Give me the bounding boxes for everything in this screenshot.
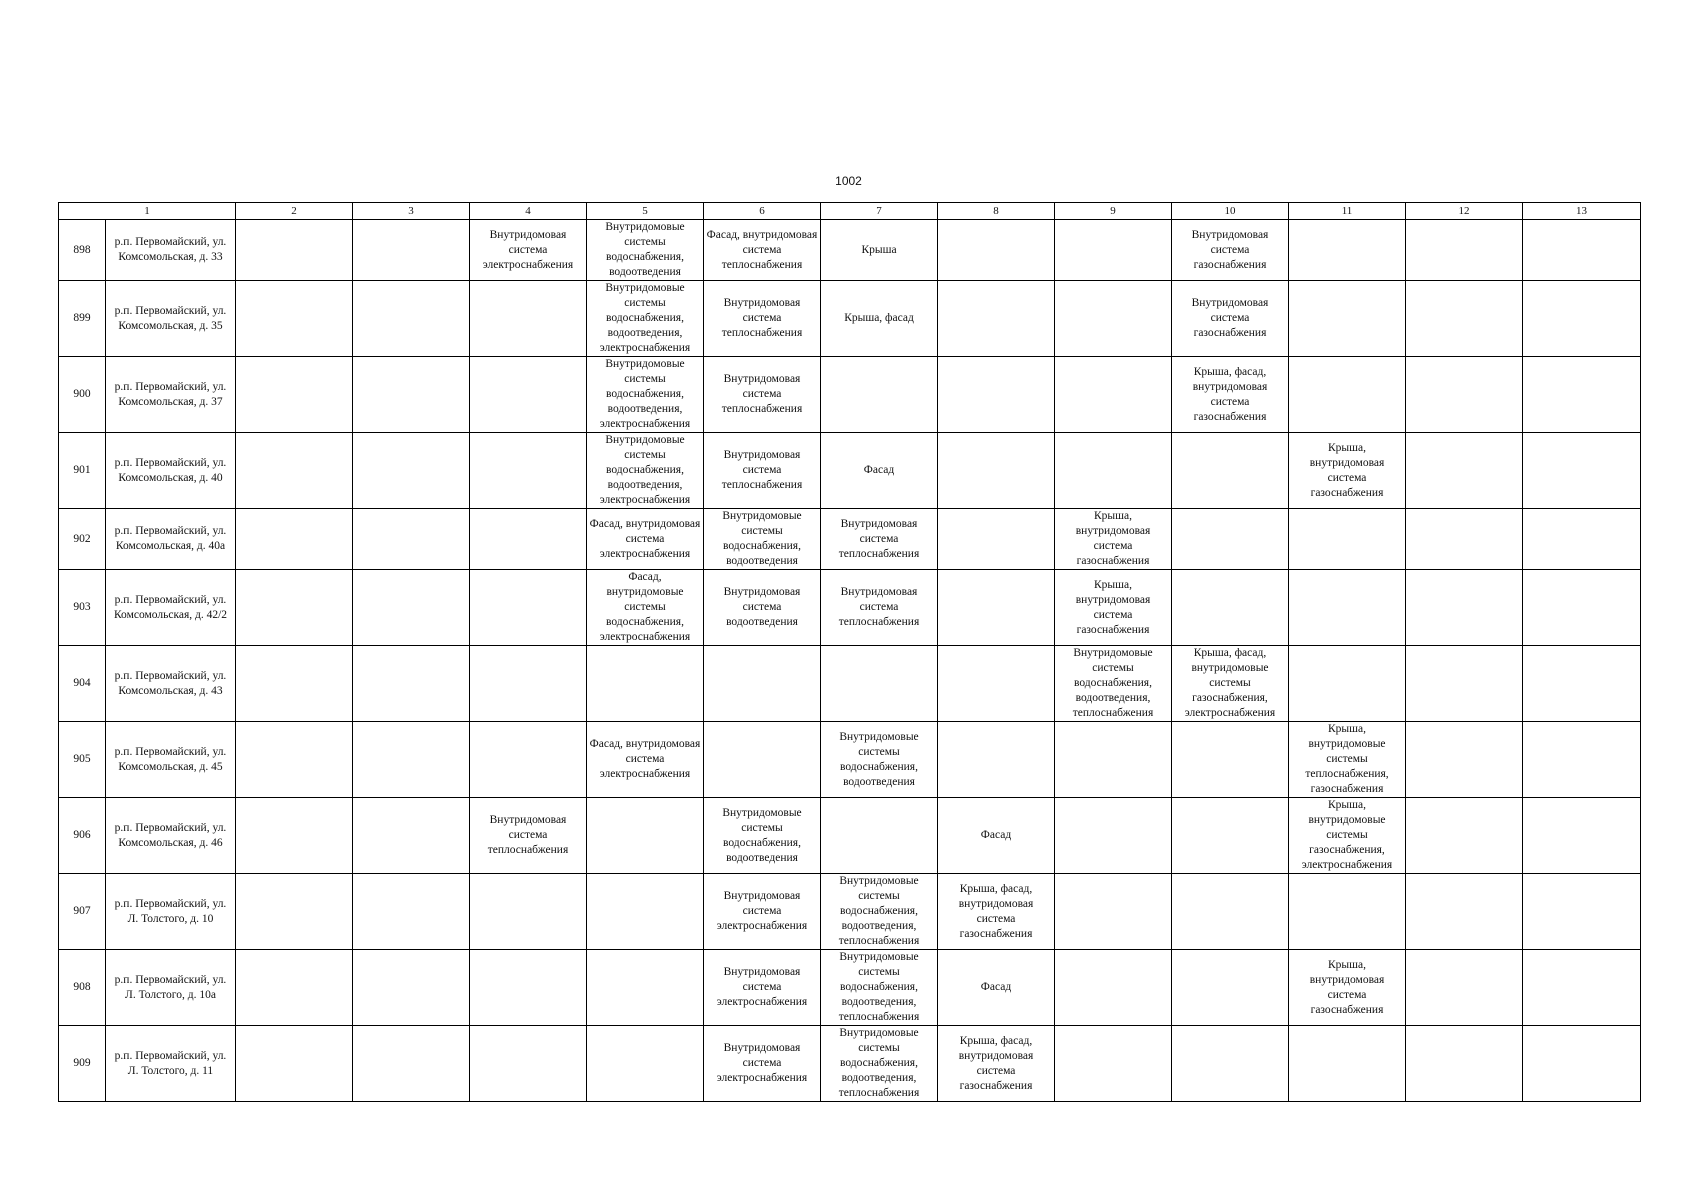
work-cell: Внутридомовая система теплоснабжения — [704, 357, 821, 433]
work-cell — [470, 570, 587, 646]
work-cell — [704, 646, 821, 722]
work-cell: Фасад — [821, 433, 938, 509]
work-cell: Внутридомовая система электроснабжения — [704, 874, 821, 950]
work-cell — [1172, 1026, 1289, 1102]
work-cell — [1289, 281, 1406, 357]
work-cell — [1055, 357, 1172, 433]
row-number-cell: 905 — [59, 722, 106, 798]
work-cell — [1523, 220, 1641, 281]
work-cell — [470, 357, 587, 433]
address-cell: р.п. Первомайский, ул. Л. Толстого, д. 10 — [106, 874, 236, 950]
column-header: 10 — [1172, 203, 1289, 220]
work-cell — [353, 1026, 470, 1102]
work-cell — [1289, 1026, 1406, 1102]
work-cell — [1055, 281, 1172, 357]
work-cell — [353, 874, 470, 950]
work-cell: Фасад — [938, 950, 1055, 1026]
column-header: 12 — [1406, 203, 1523, 220]
address-cell: р.п. Первомайский, ул. Комсомольская, д. 33 — [106, 220, 236, 281]
work-cell — [1406, 646, 1523, 722]
work-cell — [1172, 950, 1289, 1026]
work-cell: Внутридомовые системы водоснабжения, водоотведения, теплоснабжения — [1055, 646, 1172, 722]
work-cell — [938, 433, 1055, 509]
work-cell — [470, 722, 587, 798]
work-cell: Внутридомовая система водоотведения — [704, 570, 821, 646]
work-cell — [1406, 220, 1523, 281]
work-cell: Крыша, фасад, внутридомовая система газоснабжения — [938, 1026, 1055, 1102]
column-header: 11 — [1289, 203, 1406, 220]
work-cell — [1406, 570, 1523, 646]
table-row — [59, 798, 1641, 874]
work-cell: Крыша, фасад, внутридомовые системы газоснабжения, электроснабжения — [1172, 646, 1289, 722]
work-cell — [1523, 570, 1641, 646]
work-cell: Крыша, внутридомовая система газоснабжения — [1055, 570, 1172, 646]
work-cell — [1523, 722, 1641, 798]
row-number-cell: 906 — [59, 798, 106, 874]
work-cell — [938, 509, 1055, 570]
work-cell — [1523, 950, 1641, 1026]
address-cell: р.п. Первомайский, ул. Л. Толстого, д. 10а — [106, 950, 236, 1026]
work-cell — [587, 798, 704, 874]
work-cell — [236, 357, 353, 433]
row-number-cell: 907 — [59, 874, 106, 950]
work-cell — [587, 950, 704, 1026]
row-number-cell: 904 — [59, 646, 106, 722]
work-cell — [1523, 1026, 1641, 1102]
work-cell: Внутридомовая система теплоснабжения — [704, 281, 821, 357]
work-cell — [236, 722, 353, 798]
work-cell — [938, 357, 1055, 433]
work-cell — [1406, 281, 1523, 357]
table-row — [59, 722, 1641, 798]
work-cell — [236, 433, 353, 509]
table-body — [59, 220, 1641, 1102]
work-cell: Внутридомовые системы водоснабжения, водоотведения, электроснабжения — [587, 357, 704, 433]
work-cell — [1406, 950, 1523, 1026]
row-number-cell: 900 — [59, 357, 106, 433]
work-cell: Внутридомовая система газоснабжения — [1172, 220, 1289, 281]
work-cell — [353, 281, 470, 357]
work-cell: Крыша, фасад — [821, 281, 938, 357]
work-cell: Крыша, внутридомовая система газоснабжения — [1289, 950, 1406, 1026]
work-cell — [1406, 509, 1523, 570]
table-row — [59, 1026, 1641, 1102]
work-cell — [1406, 433, 1523, 509]
work-cell — [938, 722, 1055, 798]
work-cell — [821, 798, 938, 874]
work-cell: Внутридомовая система теплоснабжения — [704, 433, 821, 509]
table-row — [59, 357, 1641, 433]
row-number-cell: 909 — [59, 1026, 106, 1102]
work-cell — [236, 950, 353, 1026]
work-cell — [1172, 509, 1289, 570]
work-cell — [470, 646, 587, 722]
work-cell — [1406, 722, 1523, 798]
work-cell — [1055, 1026, 1172, 1102]
work-cell — [470, 509, 587, 570]
work-cell — [353, 722, 470, 798]
work-cell: Фасад, внутридомовые системы водоснабжения, электроснабжения — [587, 570, 704, 646]
work-cell — [1055, 874, 1172, 950]
work-cell: Крыша, фасад, внутридомовая система газоснабжения — [938, 874, 1055, 950]
table-row — [59, 220, 1641, 281]
work-cell: Внутридомовые системы водоснабжения, водоотведения, теплоснабжения — [821, 1026, 938, 1102]
row-number-cell: 908 — [59, 950, 106, 1026]
work-cell: Крыша, внутридомовая система газоснабжения — [1289, 433, 1406, 509]
work-cell — [1289, 570, 1406, 646]
work-cell — [1523, 798, 1641, 874]
work-cell — [938, 646, 1055, 722]
work-cell — [1055, 433, 1172, 509]
work-cell: Внутридомовые системы водоснабжения, водоотведения — [704, 509, 821, 570]
work-cell — [470, 1026, 587, 1102]
row-number-cell: 903 — [59, 570, 106, 646]
work-cell — [236, 509, 353, 570]
work-cell — [1523, 433, 1641, 509]
header-row — [59, 203, 1641, 220]
work-cell — [236, 220, 353, 281]
work-cell: Внутридомовая система электроснабжения — [470, 220, 587, 281]
work-cell — [236, 1026, 353, 1102]
work-cell — [470, 874, 587, 950]
work-cell: Крыша, внутридомовая система газоснабжения — [1055, 509, 1172, 570]
work-cell — [470, 950, 587, 1026]
column-header: 3 — [353, 203, 470, 220]
column-header: 4 — [470, 203, 587, 220]
address-cell: р.п. Первомайский, ул. Комсомольская, д. 35 — [106, 281, 236, 357]
repair-schedule-table — [58, 202, 1641, 1102]
table-row — [59, 874, 1641, 950]
work-cell — [1289, 646, 1406, 722]
work-cell: Внутридомовая система теплоснабжения — [821, 570, 938, 646]
work-cell — [353, 509, 470, 570]
work-cell — [353, 950, 470, 1026]
work-cell — [938, 570, 1055, 646]
table-row — [59, 433, 1641, 509]
work-cell — [470, 433, 587, 509]
work-cell — [1055, 798, 1172, 874]
column-header: 5 — [587, 203, 704, 220]
work-cell: Фасад, внутридомовая система электроснабжения — [587, 509, 704, 570]
work-cell — [821, 357, 938, 433]
work-cell — [1406, 874, 1523, 950]
address-cell: р.п. Первомайский, ул. Комсомольская, д. 43 — [106, 646, 236, 722]
row-number-cell: 901 — [59, 433, 106, 509]
work-cell — [236, 646, 353, 722]
work-cell — [353, 357, 470, 433]
work-cell — [1289, 509, 1406, 570]
work-cell — [1172, 570, 1289, 646]
work-cell — [1289, 874, 1406, 950]
work-cell: Внутридомовая система теплоснабжения — [821, 509, 938, 570]
work-cell — [587, 874, 704, 950]
table-row — [59, 950, 1641, 1026]
column-header: 7 — [821, 203, 938, 220]
work-cell — [1406, 1026, 1523, 1102]
work-cell — [821, 646, 938, 722]
column-header: 6 — [704, 203, 821, 220]
work-cell — [236, 570, 353, 646]
work-cell — [353, 570, 470, 646]
address-cell: р.п. Первомайский, ул. Комсомольская, д. 40а — [106, 509, 236, 570]
table-row — [59, 570, 1641, 646]
work-cell — [704, 722, 821, 798]
work-cell: Фасад — [938, 798, 1055, 874]
column-header: 8 — [938, 203, 1055, 220]
work-cell — [1523, 281, 1641, 357]
work-cell — [1523, 509, 1641, 570]
work-cell: Внутридомовые системы водоснабжения, водоотведения — [821, 722, 938, 798]
work-cell — [938, 281, 1055, 357]
work-cell — [1289, 357, 1406, 433]
work-cell — [1172, 433, 1289, 509]
work-cell: Внутридомовые системы водоснабжения, водоотведения — [704, 798, 821, 874]
table-row — [59, 646, 1641, 722]
work-cell — [353, 798, 470, 874]
row-number-cell: 898 — [59, 220, 106, 281]
work-cell — [1289, 220, 1406, 281]
work-cell: Фасад, внутридомовая система теплоснабжения — [704, 220, 821, 281]
address-cell: р.п. Первомайский, ул. Комсомольская, д. 40 — [106, 433, 236, 509]
address-cell: р.п. Первомайский, ул. Комсомольская, д. 37 — [106, 357, 236, 433]
row-number-cell: 899 — [59, 281, 106, 357]
work-cell: Внутридомовая система электроснабжения — [704, 1026, 821, 1102]
address-cell: р.п. Первомайский, ул. Комсомольская, д. 46 — [106, 798, 236, 874]
work-cell: Фасад, внутридомовая система электроснабжения — [587, 722, 704, 798]
work-cell — [1523, 646, 1641, 722]
work-cell — [1406, 357, 1523, 433]
work-cell — [236, 281, 353, 357]
address-cell: р.п. Первомайский, ул. Комсомольская, д. 42/2 — [106, 570, 236, 646]
work-cell — [587, 1026, 704, 1102]
work-cell: Крыша, фасад, внутридомовая система газоснабжения — [1172, 357, 1289, 433]
work-cell — [1055, 722, 1172, 798]
work-cell — [1172, 722, 1289, 798]
work-cell: Внутридомовая система теплоснабжения — [470, 798, 587, 874]
work-cell: Внутридомовая система газоснабжения — [1172, 281, 1289, 357]
work-cell: Внутридомовые системы водоснабжения, водоотведения, электроснабжения — [587, 433, 704, 509]
address-cell: р.п. Первомайский, ул. Комсомольская, д. 45 — [106, 722, 236, 798]
work-cell: Внутридомовая система электроснабжения — [704, 950, 821, 1026]
work-cell — [353, 220, 470, 281]
work-cell — [1055, 220, 1172, 281]
work-cell: Крыша — [821, 220, 938, 281]
work-cell — [1172, 798, 1289, 874]
work-cell — [353, 433, 470, 509]
work-cell: Крыша, внутридомовые системы теплоснабжения, газоснабжения — [1289, 722, 1406, 798]
column-header: 13 — [1523, 203, 1641, 220]
work-cell — [938, 220, 1055, 281]
work-cell — [236, 874, 353, 950]
work-cell: Внутридомовые системы водоснабжения, водоотведения, электроснабжения — [587, 281, 704, 357]
work-cell — [236, 798, 353, 874]
work-cell — [1406, 798, 1523, 874]
page-number: 1002 — [835, 174, 862, 188]
work-cell — [470, 281, 587, 357]
row-number-cell: 902 — [59, 509, 106, 570]
work-cell — [1172, 874, 1289, 950]
work-cell: Внутридомовые системы водоснабжения, водоотведения, теплоснабжения — [821, 950, 938, 1026]
work-cell — [1055, 950, 1172, 1026]
column-header: 1 — [59, 203, 236, 220]
column-header: 2 — [236, 203, 353, 220]
work-cell — [1523, 874, 1641, 950]
table-row — [59, 509, 1641, 570]
work-cell — [1523, 357, 1641, 433]
work-cell: Крыша, внутридомовые системы газоснабжения, электроснабжения — [1289, 798, 1406, 874]
table-row — [59, 281, 1641, 357]
work-cell — [587, 646, 704, 722]
column-header: 9 — [1055, 203, 1172, 220]
work-cell: Внутридомовые системы водоснабжения, водоотведения, теплоснабжения — [821, 874, 938, 950]
work-cell: Внутридомовые системы водоснабжения, водоотведения — [587, 220, 704, 281]
address-cell: р.п. Первомайский, ул. Л. Толстого, д. 11 — [106, 1026, 236, 1102]
work-cell — [353, 646, 470, 722]
